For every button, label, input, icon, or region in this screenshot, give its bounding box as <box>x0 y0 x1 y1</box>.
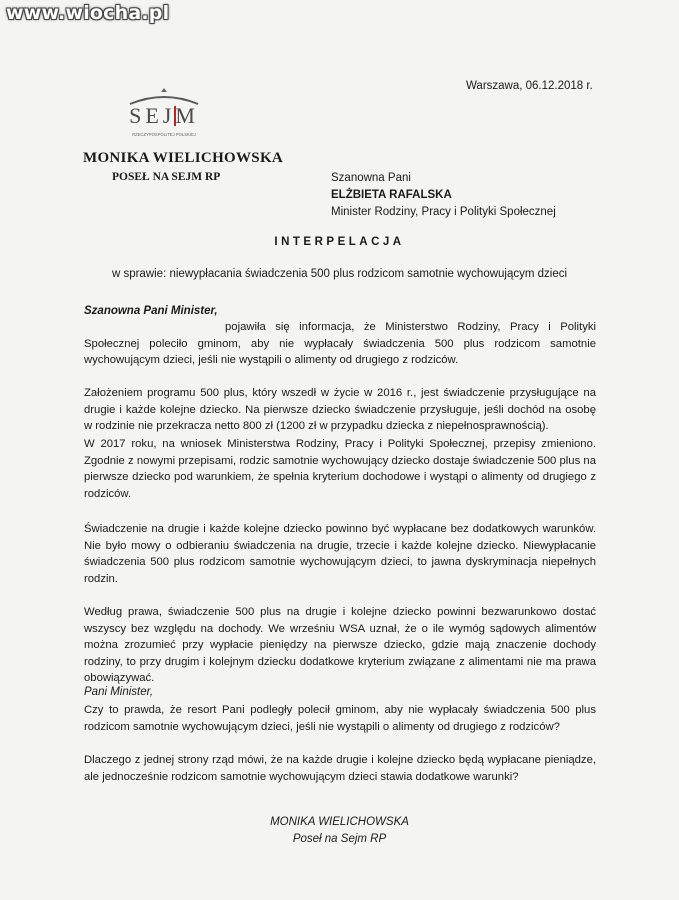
salutation: Szanowna Pani Minister, <box>84 305 218 317</box>
recipient-greeting: Szanowna Pani <box>331 172 411 184</box>
recipient-name: ELŻBIETA RAFALSKA <box>331 189 452 201</box>
paragraph-1: pojawiła się informacja, że Ministerstwo Rodziny, Pracy i Polityki Społecznej poleciło gminom, aby nie wypłacały świadczenia 500 plus rodzicom samotnie wychowującym dzieci, jeśli nie wystąpili o alimenty od drugiego z rodziców. <box>84 321 596 367</box>
paragraph-5: Według prawa, świadczenie 500 plus na drugie i kolejne dziecko powinni bezwarunkowo dostać wszyscy bez względu na dochody. We wrześniu WSA uznał, że o ile wymóg sądowych alimentów można zrozumieć przy wypłacie pieniędzy na pierwsze dziecko, gdzie mają znaczenie dochody rodziny, to przy drugim i kolejnym dziecku dodatkowe kryterium związane z alimentami nie ma prawa obowiązywać. <box>84 606 596 685</box>
pani-minister-address: Pani Minister, <box>84 686 154 698</box>
recipient-title: Minister Rodziny, Pracy i Polityki Społecznej <box>331 206 556 218</box>
sejm-logo <box>120 84 208 140</box>
sender-title: POSEŁ NA SEJM RP <box>112 171 221 183</box>
signature-title: Poseł na Sejm RP <box>292 833 387 845</box>
document-subject: w sprawie: niewypłacania świadczenia 500 plus rodzicom samotnie wychowującym dzieci <box>111 268 568 280</box>
paragraph-2: Założeniem programu 500 plus, który wszedł w życie w 2016 r., jest świadczenie przysługujące na drugie i każde kolejne dziecko. Na pierwsze dziecko świadczenie przysługuje, jeśli dochód na osobę w rodzinie nie przekracza netto 800 zł (1200 zł w przypadku dziecka z niepełnosprawnością). <box>84 387 596 433</box>
document-heading: INTERPELACJA <box>274 236 405 248</box>
signature-name: MONIKA WIELICHOWSKA <box>270 816 409 828</box>
svg-text:RZECZYPOSPOLITEJ POLSKIEJ: RZECZYPOSPOLITEJ POLSKIEJ <box>132 132 196 137</box>
sender-name: MONIKA WIELICHOWSKA <box>83 150 284 166</box>
paragraph-final: Dlaczego z jednej strony rząd mówi, że na każde drugie i kolejne dziecko będą wypłacane pieniądze, ale jednocześnie rodzicom samotnie wychowującym dzieci stawia dodatkowe warunki? <box>84 754 596 783</box>
paragraph-4: Świadczenie na drugie i każde kolejne dziecko powinno być wypłacane bez dodatkowych warunków. Nie było mowy o odbieraniu świadczenia na drugie, trzecie i każde kolejne dziecko. Niewypłacanie świadczenia 500 plus rodzicom samotnie wychowującym dzieci, to jawna dyskryminacja niepełnych rodzin. <box>84 523 596 585</box>
letter-date: Warszawa, 06.12.2018 r. <box>466 80 593 92</box>
paragraph-3: W 2017 roku, na wniosek Ministerstwa Rodziny, Pracy i Polityki Społecznej, przepisy zmieniono. Zgodnie z nowymi przepisami, rodzic samotnie wychowujący dziecko dostaje świadczenie 500 plus na pierwsze dziecko pod warunkiem, że spełnia kryterium dochodowe i wystąpi o alimenty od drugiego z rodziców. <box>84 438 596 500</box>
svg-text:SEJM: SEJM <box>129 103 199 128</box>
site-watermark: www.wiocha.pl <box>6 2 170 24</box>
paragraph-question: Czy to prawda, że resort Pani podległy polecił gminom, aby nie wypłacały świadczenia 500 plus rodzicom samotnie wychowującym dzieci, jeśli nie wystąpili o alimenty od drugiego z rodziców? <box>84 704 596 733</box>
